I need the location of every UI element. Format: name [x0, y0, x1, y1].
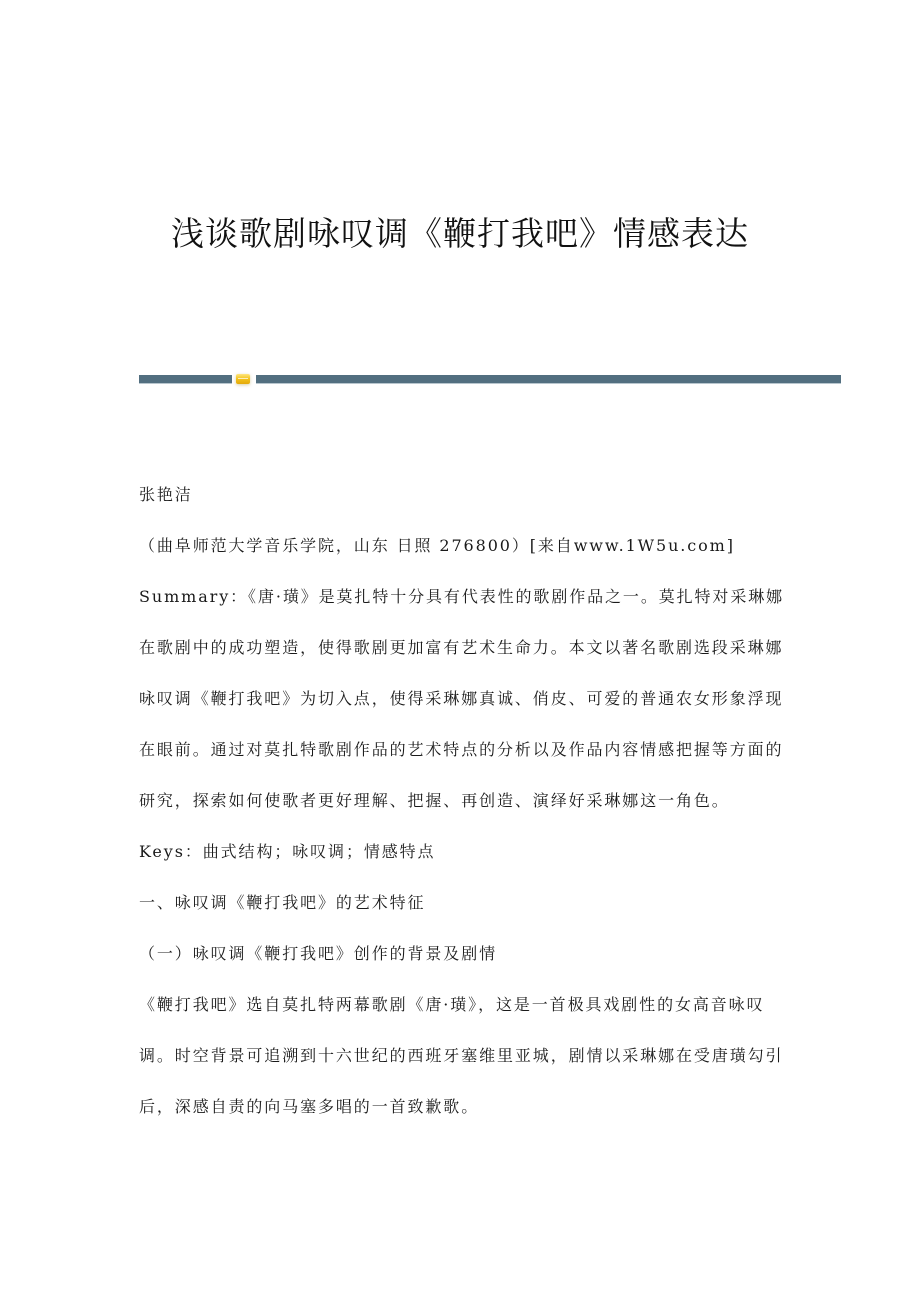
- divider-bar-left: [139, 375, 232, 384]
- author-affiliation: （曲阜师范大学音乐学院，山东 日照 276800）[来自www.1W5u.com]: [139, 536, 735, 555]
- document-title: [0, 214, 920, 254]
- section-heading: 一、咏叹调《鞭打我吧》的艺术特征: [139, 893, 426, 912]
- keywords: Keys：曲式结构；咏叹调；情感特点: [139, 842, 436, 861]
- subsection-heading: （一）咏叹调《鞭打我吧》创作的背景及剧情: [139, 944, 498, 963]
- title-divider: [139, 375, 841, 384]
- body-paragraph: 《鞭打我吧》选自莫扎特两幕歌剧《唐·璜》，这是一首极具戏剧性的女高音咏叹调。时空背景可追溯到十六世纪的西班牙塞维里亚城，剧情以采琳娜在受唐璜勾引后，深感自责的向马塞多唱的一首致歉歌。: [139, 995, 784, 1116]
- divider-marker-icon: [236, 374, 250, 384]
- summary-paragraph: Summary：《唐·璜》是莫扎特十分具有代表性的歌剧作品之一。莫扎特对采琳娜在歌剧中的成功塑造，使得歌剧更加富有艺术生命力。本文以著名歌剧选段采琳娜咏叹调《鞭打我吧》为切入点，使得采琳娜真诚、俏皮、可爱的普通农女形象浮现在眼前。通过对莫扎特歌剧作品的艺术特点的分析以及作品内容情感把握等方面的研究，探索如何使歌者更好理解、把握、再创造、演绎好采琳娜这一角色。: [139, 587, 785, 810]
- document-body: [139, 469, 789, 1132]
- document-title-text: 浅谈歌剧咏叹调《鞭打我吧》情感表达: [171, 214, 749, 253]
- author-name: 张艳洁: [139, 485, 193, 504]
- divider-bar-right: [256, 375, 841, 384]
